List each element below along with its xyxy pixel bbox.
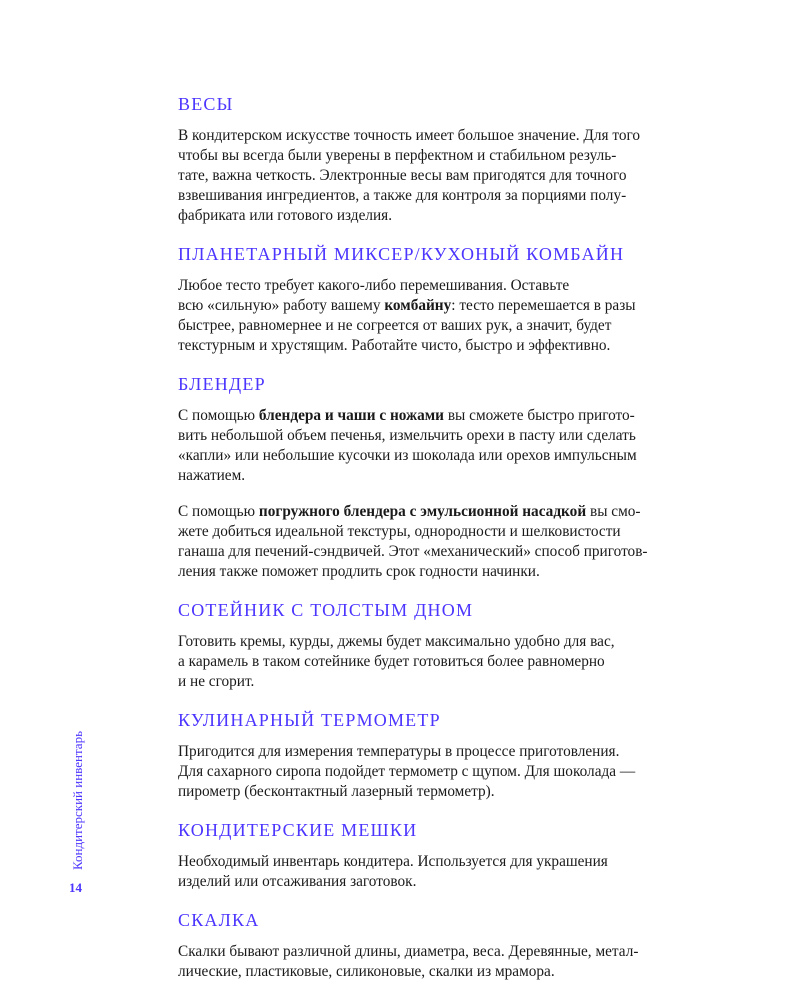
text-line: [178, 562, 648, 582]
section: [178, 242, 648, 356]
section: [178, 92, 648, 226]
section-heading: СОТЕЙНИК С ТОЛСТЫМ ДНОМ: [178, 600, 474, 620]
text-run: ганаша для печений-сэндвичей. Этот «механический» способ приготов-: [178, 543, 648, 560]
text-run: тате, важна четкость. Электронные весы вам пригодятся для точного: [178, 167, 627, 184]
page-number: 14: [69, 880, 82, 895]
text-line: [178, 146, 648, 166]
bold-text: комбайну: [384, 297, 452, 314]
text-run: ления также поможет продлить срок годности начинки.: [178, 563, 540, 580]
paragraph: [178, 742, 648, 802]
section: [178, 708, 648, 802]
text-run: жете добиться идеальной текстуры, однородности и шелковистости: [178, 523, 621, 540]
text-line: [178, 762, 648, 782]
paragraph: [178, 126, 648, 226]
text-run: вить небольшой объем печенья, измельчить орехи в пасту или сделать: [178, 427, 636, 444]
text-line: [178, 782, 648, 802]
text-run: С помощью: [178, 407, 259, 424]
text-run: а карамель в таком сотейнике будет готовиться более равномерно: [178, 653, 605, 670]
text-run: вы смо-: [586, 503, 641, 520]
text-line: [178, 652, 648, 672]
paragraph: [178, 632, 648, 692]
text-run: текстурным и хрустящим. Работайте чисто, быстро и эффективно.: [178, 337, 611, 354]
text-run: С помощью: [178, 503, 259, 520]
text-run: В кондитерском искусстве точность имеет большое значение. Для того: [178, 127, 641, 144]
text-run: Скалки бывают различной длины, диаметра, веса. Деревянные, метал-: [178, 943, 639, 960]
text-run: всю «сильную» работу вашему: [178, 297, 385, 314]
section-heading: КУЛИНАРНЫЙ ТЕРМОМЕТР: [178, 710, 441, 730]
text-run: лические, пластиковые, силиконовые, скалки из мрамора.: [178, 963, 555, 980]
section: [178, 372, 648, 582]
section: [178, 818, 648, 892]
section-heading: КОНДИТЕРСКИЕ МЕШКИ: [178, 820, 418, 840]
text-run: Готовить кремы, курды, джемы будет максимально удобно для вас,: [178, 633, 615, 650]
text-line: [178, 632, 648, 652]
text-line: [178, 942, 648, 962]
text-line: [178, 316, 648, 336]
section: [178, 908, 648, 982]
section-heading: БЛЕНДЕР: [178, 374, 266, 394]
paragraph: [178, 502, 648, 582]
text-run: изделий или отсаживания заготовок.: [178, 873, 417, 890]
text-run: Любое тесто требует какого-либо перемешивания. Оставьте: [178, 277, 570, 294]
text-line: [178, 502, 648, 522]
text-run: пирометр (бесконтактный лазерный термометр).: [178, 783, 495, 800]
paragraph: [178, 276, 648, 356]
text-run: : тесто перемешается в разы: [451, 297, 636, 314]
text-line: [178, 166, 648, 186]
text-line: [178, 742, 648, 762]
bold-text: блендера и чаши с ножами: [258, 407, 444, 424]
paragraph: [178, 942, 648, 982]
section-heading: ПЛАНЕТАРНЫЙ МИКСЕР/КУХОНЫЙ КОМБАЙН: [178, 244, 625, 264]
text-line: [178, 276, 648, 296]
text-line: [178, 126, 648, 146]
text-run: Пригодится для измерения температуры в процессе приготовления.: [178, 743, 620, 760]
section: [178, 598, 648, 692]
page-content: [178, 92, 648, 998]
text-run: и не сгорит.: [178, 673, 255, 690]
text-run: чтобы вы всегда были уверены в перфектном и стабильном резуль-: [178, 147, 617, 164]
paragraph: [178, 406, 648, 486]
text-line: [178, 336, 648, 356]
text-run: Необходимый инвентарь кондитера. Используется для украшения: [178, 853, 608, 870]
text-line: [178, 446, 648, 466]
text-line: [178, 296, 648, 316]
running-head: Кондитерский инвентарь: [70, 731, 85, 870]
text-line: [178, 872, 648, 892]
text-line: [178, 186, 648, 206]
text-line: [178, 206, 648, 226]
bold-text: погружного блендера с эмульсионной насадкой: [258, 503, 587, 520]
text-line: [178, 542, 648, 562]
text-line: [178, 852, 648, 872]
text-line: [178, 962, 648, 982]
text-run: Для сахарного сиропа подойдет термометр с щупом. Для шоколада —: [178, 763, 636, 780]
text-line: [178, 672, 648, 692]
section-heading: СКАЛКА: [178, 910, 260, 930]
text-run: нажатием.: [178, 467, 246, 484]
text-line: [178, 522, 648, 542]
text-run: фабриката или готового изделия.: [178, 207, 393, 224]
section-heading: ВЕСЫ: [178, 94, 234, 114]
text-run: быстрее, равномернее и не согреется от ваших рук, а значит, будет: [178, 317, 612, 334]
page-margin: [64, 720, 94, 900]
text-run: «капли» или небольшие кусочки из шоколада или орехов импульсным: [178, 447, 637, 464]
text-line: [178, 466, 648, 486]
text-run: вы сможете быстро пригото-: [444, 407, 635, 424]
text-line: [178, 406, 648, 426]
text-run: взвешивания ингредиентов, а также для контроля за порциями полу-: [178, 187, 627, 204]
text-line: [178, 426, 648, 446]
paragraph: [178, 852, 648, 892]
